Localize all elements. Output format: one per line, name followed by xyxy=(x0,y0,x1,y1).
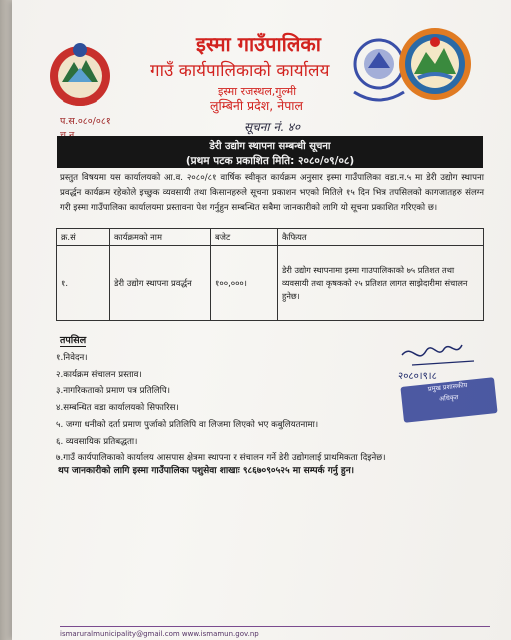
list-item: ६. व्यवसायिक प्रतिबद्धता। xyxy=(56,436,138,447)
signature-date: २०८०।९।८ xyxy=(398,371,437,382)
notice-publish-date: (प्रथम पटक प्रकाशित मिति: २०८०/०९/०८) xyxy=(185,155,355,167)
footer-divider xyxy=(60,626,490,627)
footer-contact: ismaruralmunicipality@gmail.com www.ismamun.gov.np xyxy=(60,630,259,638)
cell-remarks: डेरी उद्योग स्थापनामा इस्मा गाउपालिकाको ७५ प्रतिशत तथा व्यवसायी तथा कृषकको २५ प्रतिशत लागत साझेदारीमा संचालन हुनेछ। xyxy=(278,246,484,321)
cell-serial: १. xyxy=(57,246,110,321)
nepal-emblem-icon xyxy=(46,38,114,110)
notice-body: प्रस्तुत विषयमा यस कार्यालयको आ.व. २०८०/८१ वार्षिक स्वीकृत कार्यक्रम अनुसार इस्मा गाउँपालिका वडा.न.५ मा डेरी उद्योग स्थापना प्रवर्द्धन कार्यक्रम रहेकोले इच्छुक व्यवसायी तथा किसानहरुले सूचना प्रकाशन भएको मितिले १५ दिन भित्र तपसिलको कागजातहरु संलग्न गरी इस्मा गाउँपालिका कार्यालयमा प्रस्तावना पेश गर्नुहुन सम्बन्धित सबैमा जानकारीको लागि यो सूचना प्रकाशित गरिएको छ। xyxy=(60,173,484,213)
table-row xyxy=(57,246,484,321)
list-item: १.निवेदन। xyxy=(56,353,88,363)
municipality-logo-icon xyxy=(396,24,474,108)
contact-line: थप जानकारीको लागि इस्मा गाउँपालिका पशुसेवा शाखाः ९८६७०९०५२५ मा सम्पर्क गर्नु हुन। xyxy=(58,466,355,476)
notice-title-bar xyxy=(57,136,483,168)
stamp-line-1: प्रमुख प्रशासकीय xyxy=(427,381,468,394)
list-item: ४.सम्बन्धित वडा कार्यालयको सिफारिस। xyxy=(56,403,179,414)
program-table xyxy=(56,228,484,321)
table-header-row xyxy=(57,229,484,246)
stamp-line-2: अधिकृत xyxy=(438,393,459,404)
municipality-name: इस्मा गाउँपालिका xyxy=(196,32,321,56)
notice-number: सूचना नं. ४० xyxy=(244,120,301,134)
list-item: २.कार्यक्रम संचालन प्रस्ताव। xyxy=(56,369,142,380)
notice-title: डेरी उद्योग स्थापना सम्बन्धी सूचना xyxy=(209,141,331,152)
col-remarks: कैफियत xyxy=(278,229,484,246)
cell-program: डेरी उद्योग स्थापना प्रवर्द्धन xyxy=(110,246,211,321)
office-address: इस्मा रजस्थल,गुल्मी xyxy=(218,85,297,98)
office-name: गाउँ कार्यपालिकाको कार्यालय xyxy=(150,61,330,81)
cell-budget: १००,०००। xyxy=(211,246,278,321)
col-budget: बजेट xyxy=(211,229,278,246)
col-serial: क्र.सं xyxy=(57,229,110,246)
list-item: ३.नागरिकताको प्रमाण पत्र प्रतिलिपि। xyxy=(56,386,171,397)
province-name: लुम्बिनी प्रदेश, नेपाल xyxy=(210,98,304,113)
col-program: कार्यक्रमको नाम xyxy=(110,229,211,246)
fiscal-year: प.स.०८०/०८१ xyxy=(60,116,111,127)
list-item: ७.गाउँ कार्यपालिकाको कार्यालय आसपास क्षेत्रमा स्थापना र संचालन गर्ने डेरी उद्योगलाई प्राथमिकता दिइनेछ। xyxy=(56,453,386,464)
list-item: ५. जग्गा धनीको दर्ता प्रमाण पुर्जाको प्रतिलिपि वा लिजमा लिएको भए कबुलियतनामा। xyxy=(56,419,319,430)
enclosures-heading: तपसिल xyxy=(60,335,87,346)
